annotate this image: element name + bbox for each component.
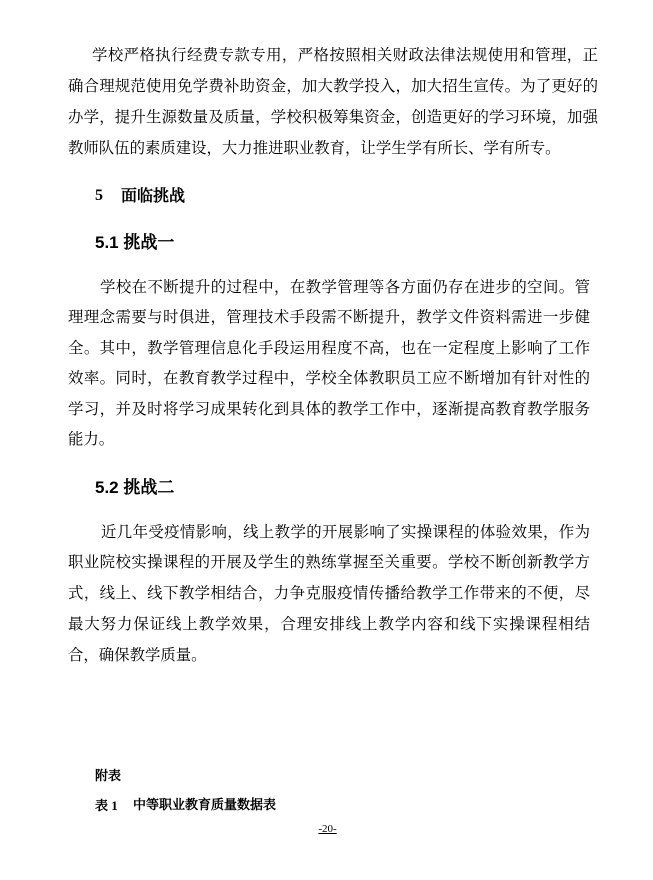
paragraph-line: 职业院校实操课程的开展及学生的熟练掌握至关重要。学校不断创新教学方 [68,553,590,572]
body-paragraph-funding [68,40,598,164]
appendix-label: 附表 [95,769,122,784]
paragraph-line: 理理念需要与时俱进，管理技术手段需不断提升，教学文件资料需进一步健 [68,308,590,327]
paragraph-line: 办学，提升生源数量及质量，学校积极筹集资金，创造更好的学习环境，加强 [68,108,598,126]
paragraph-line: 能力。 [68,430,115,449]
table-caption [95,796,395,816]
paragraph-line: 确合理规范使用免学费补助资金，加大教学投入，加大招生宣传。为了更好的 [68,77,598,95]
paragraph-line: 学习，并及时将学习成果转化到具体的教学工作中，逐渐提高教育教学服务 [68,399,590,418]
paragraph-line: 全。其中，教学管理信息化手段运用程度不高，也在一定程度上影响了工作 [68,338,590,357]
table-title: 中等职业教育质量数据表 [133,798,277,813]
paragraph-line: 最大努力保证线上教学效果，合理安排线上教学内容和线下实操课程相结 [68,614,590,633]
paragraph-line: 教师队伍的素质建设，大力推进职业教育，让学生学有所长、学有所专。 [68,139,561,157]
paragraph-line: 效率。同时，在教育教学过程中，学校全体教职员工应不断增加有针对性的 [68,369,590,388]
subsection-heading-challenge-one: 5.1 挑战一 [95,232,175,252]
paragraph-line: 学校在不断提升的过程中，在教学管理等各方面仍存在进步的空间。管 [100,277,590,296]
section-title: 面临挑战 [121,185,186,205]
body-paragraph-challenge-one [68,272,590,456]
page-number: -20- [318,823,337,835]
subsection-heading-challenge-two: 5.2 挑战二 [95,477,175,497]
paragraph-line: 学校严格执行经费专款专用，严格按照相关财政法律法规使用和管理，正 [92,46,598,64]
paragraph-line: 近几年受疫情影响，线上教学的开展影响了实操课程的体验效果，作为 [101,522,590,541]
paragraph-line: 式，线上、线下教学相结合，力争克服疫情传播给教学工作带来的不便，尽 [68,584,590,602]
section-number: 5 [95,186,103,204]
body-paragraph-challenge-two [68,517,590,671]
table-number: 表 1 [95,798,118,813]
paragraph-line: 合，确保教学质量。 [68,645,207,664]
